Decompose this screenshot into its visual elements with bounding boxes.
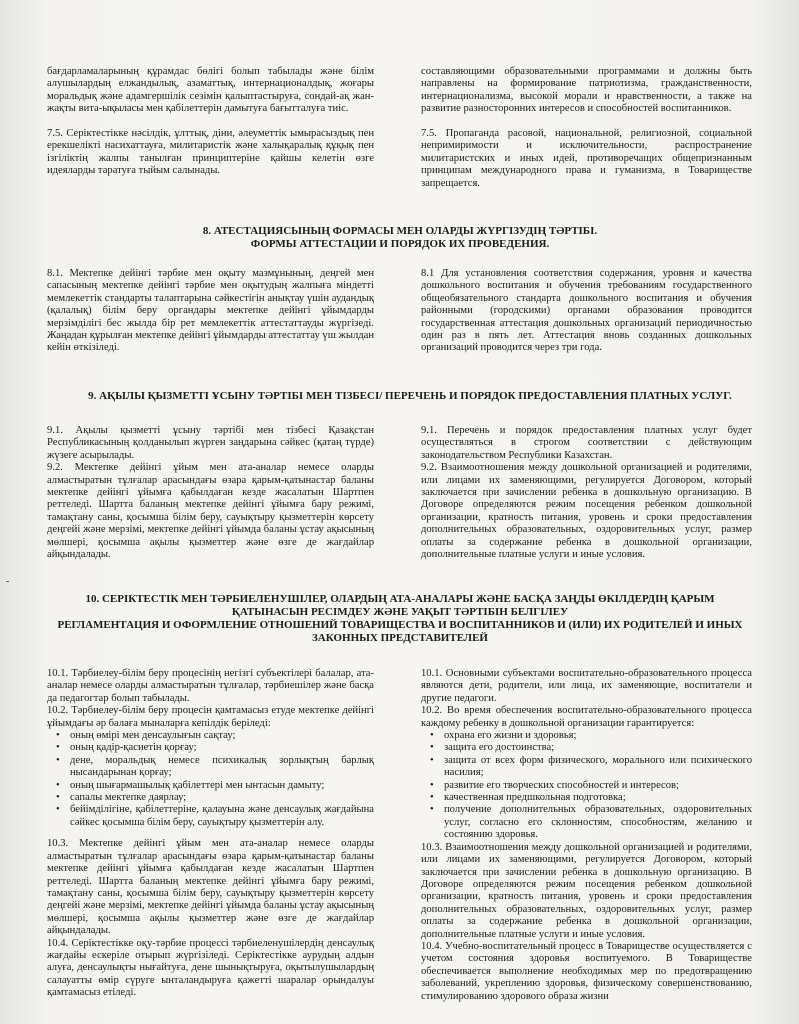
clause-9-ru xyxy=(421,425,752,561)
section-10-kz xyxy=(47,668,374,1000)
paragraph-text: 10.4. Серіктестікке оқу-тәрбие процессі тәрбиеленушілердің денсаулық жағдайы ескеріле отырып жүргізіледі. Серіктестікке аурудың алдын алуға, денсаулықты нығайтуға, дене шынықтыруға, оқытылушылардың салауатты өмір сүруге ынталандыруға қажетті шаралар орындалуы қамтамасыз етіледі. xyxy=(47,937,374,999)
paragraph-text: 9.1. Ақылы қызметті ұсыну тәртібі мен тізбесі Қазақстан Республикасының қолданылып жүрген заңдарына сәйкес (қатаң түрде) жүзеге асырылады. xyxy=(47,425,374,461)
clause-7-5-ru xyxy=(421,128,752,190)
list-item: • развитие его творческих способностей и интересов; xyxy=(421,780,752,792)
section-9-heading xyxy=(60,390,760,403)
heading-line: ФОРМЫ АТТЕСТАЦИИ И ПОРЯДОК ИХ ПРОВЕДЕНИЯ. xyxy=(250,238,550,250)
heading-line: ЗАКОННЫХ ПРЕДСТАВИТЕЛЕЙ xyxy=(312,632,488,644)
margin-mark: - xyxy=(6,576,10,587)
paragraph-text: 10.3. Мектепке дейінгі ұйым мен ата-аналар немесе оларды алмастыратын тұлғалар арасындағы өзара қарым-қатынастар баланы мектепке дейінгі ұйымға қабылдаған кезде жасалатын Шартпен реттеледі. Шартта баланың мектепке дейінгі ұйымға бару режимі, тамақтану саны, қосымша білім беру, сауықтыру қызметтерін көрсету деңгейі және мерзімі, мектепке дейінгі ұйымда баланы ұстау ақысының мөлшері, қосымша ақылы қызметтер және өзге де жағдайлар айқындалады. xyxy=(47,838,374,937)
paragraph-text: 9.2. Взаимоотношения между дошкольной организацией и родителями, или лицами их заменяющими, регулируется Договором, который заключается при зачислении ребенка в дошкольную организацию. В Договоре определяются режим посещения ребенком дошкольной организации, кратность питания, уровень и сроки предоставления дополнительных образовательных, оздоровительных услуг, размер оплаты за содержание ребенка в дошкольной организации, дополнительные платные услуги и иные условия. xyxy=(421,462,752,561)
section-8-heading xyxy=(30,225,770,251)
top-paragraph-kz xyxy=(47,66,374,116)
clause-8-1-ru xyxy=(421,268,752,355)
list-item: • охрана его жизни и здоровья; xyxy=(421,730,752,742)
paragraph-text: бағдарламаларының құрамдас бөлігі болып табылады және білім алушылардың елжандылық, азаматтық, интернационалдық, жоғары моральдық және адамгершілік сезімін қалыптастыруға, сондай-ақ жан-жақты вита-ықыласы мен қабілеттерін дамытуға бағытталуға тиіс. xyxy=(47,66,374,115)
list-item: • дене, моральдық немесе психикалық зорлықтың барлық нысандарынан қорғау; xyxy=(47,755,374,780)
list-item: • сапалы мектепке даярлау; xyxy=(47,792,374,804)
paragraph-text: 7.5. Серіктестікке нәсілдік, ұлттық, діни, әлеуметтік ымырасыздық пен ерекшелікті насихаттауға, милитаристік және халықаралық құқық пен ізгіліктің жалпы танылған принциптеріне қайшы келетін өзге идеяларды таратуға тыйым салынады. xyxy=(47,128,374,177)
paragraph-text: 7.5. Пропаганда расовой, национальной, религиозной, социальной непримиримости и исключительности, распространение милитаристских и иных идей, противоречащих общепризнанным принципам международного права и гуманизма, в Товариществе запрещается. xyxy=(421,128,752,189)
paragraph-text: составляющими образовательными программами и должны быть направлены на формирование патриотизма, гражданственности, интернационализма, высокой морали и нравственности, а также на развитие разносторонних интересов и способностей воспитанников. xyxy=(421,66,752,115)
clause-9-kz xyxy=(47,425,374,561)
heading-line: ҚАТЫНАСЫН РЕСІМДЕУ ЖӘНЕ УАҚЫТ ТӘРТІБІН БЕЛГІЛЕУ xyxy=(231,606,569,618)
section-10-heading xyxy=(30,593,770,645)
paragraph-text: 9.2. Мектепке дейінгі ұйым мен ата-аналар немесе оларды алмастыратын тұлғалар арасындағы өзара қарым-қатынастар баланы мектепке дейінгі ұйымға қабылдаған кезде жасалатын Шартпен реттеледі. Шартта баланың мектепке дейінгі ұйымға бару режимі, тамақтану саны, қосымша білім беру, сауықтыру қызметтерін көрсету деңгейі және мерзімі, мектепке дейінгі ұйымда баланы ұстау ақысының мөлшері, қосымша ақылы қызметтер және өзге де жағдайлар айқындалады. xyxy=(47,462,374,561)
clause-8-1-kz xyxy=(47,268,374,355)
list-item: • оның қадір-қасиетін қорғау; xyxy=(47,742,374,754)
paragraph-text: 10.4. Учебно-воспитательный процесс в Товариществе осуществляется с учетом состояния здоровья воспитуемого. В Товариществе обеспечивается выполнение необходимых мер по предотвращению заболеваний, укреплению здоровья, физическому совершенствованию, стимулированию здорового образа жизни xyxy=(421,940,752,1002)
paragraph-text: 10.3. Взаимоотношения между дошкольной организацией и родителями, или лицами их заменяющими, регулируется Договором, который заключается при зачислении ребенка в дошкольную организацию. В Договоре определяются режим посещения ребенком дошкольной организации, кратность питания, уровень и сроки предоставления дополнительных образовательных, оздоровительных услуг, размер оплаты за содержание ребенка в дошкольной организации, дополнительные платные услуги и иные условия. xyxy=(421,841,752,940)
heading-line: РЕГЛАМЕНТАЦИЯ И ОФОРМЛЕНИЕ ОТНОШЕНИЙ ТОВАРИЩЕСТВА И ВОСПИТАННИКОВ И (ИЛИ) ИХ РОДИТЕЛЕЙ И ИНЫХ xyxy=(57,619,743,631)
paragraph-text: 10.1. Основными субъектами воспитательно-образовательного процесса являются дети, родители, или лица, их заменяющие, воспитатели и другие педагоги. xyxy=(421,668,752,704)
heading-line: 10. СЕРІКТЕСТІК МЕН ТӘРБИЕЛЕНУШІЛЕР, ОЛАРДЫҢ АТА-АНАЛАРЫ ЖӘНЕ БАСҚА ЗАҢДЫ ӨКІЛДЕРДІҢ ҚАРЫМ xyxy=(85,593,715,605)
paragraph-text: 10.1. Тәрбиелеу-білім беру процесінің негізгі субъектілері балалар, ата-аналар немесе оларды алмастыратын тұлғалар, тәрбиешілер және басқа да педагогтар болып табылады. xyxy=(47,668,374,704)
list-item: • получение дополнительных образовательных, оздоровительных услуг, согласно его склонностям, способностям, желанию и состоянию здоровья. xyxy=(421,804,752,841)
section-10-ru xyxy=(421,668,752,1003)
guarantee-list-ru xyxy=(421,730,752,842)
list-item: • оның өмірі мен денсаулығын сақтау; xyxy=(47,730,374,742)
top-paragraph-ru xyxy=(421,66,752,116)
list-item: • защита от всех форм физического, морального или психического насилия; xyxy=(421,755,752,780)
paragraph-text: 8.1 Для установления соответствия содержания, уровня и качества дошкольного воспитания и обучения требованиям государственного общеобязательного стандарта дошкольного воспитания и обучения районными (городскими) органами образования проводится государственная аттестация дошкольных организаций периодичностью один раз в пять лет. Аттестация вновь созданных дошкольных организаций проводится через три года. xyxy=(421,268,752,354)
paragraph-text: 10.2. Тәрбиелеу-білім беру процесін қамтамасыз етуде мектепке дейінгі ұйымдағы әр балаға мыналарға кепілдік беріледі: xyxy=(47,705,374,729)
guarantee-list-kz xyxy=(47,730,374,829)
list-item: • качественная предшкольная подготовка; xyxy=(421,792,752,804)
clause-7-5-kz xyxy=(47,128,374,178)
heading-line: 9. АҚЫЛЫ ҚЫЗМЕТТІ ҰСЫНУ ТӘРТІБІ МЕН ТІЗБЕСІ/ ПЕРЕЧЕНЬ И ПОРЯДОК ПРЕДОСТАВЛЕНИЯ ПЛАТНЫХ УСЛУГ. xyxy=(88,390,732,402)
paragraph-text: 8.1. Мектепке дейінгі тәрбие мен оқыту мазмұнының, деңгей мен сапасының мектепке дейінгі тәрбие мен оқытудың жалпыға міндетті мемлекеттік стандарты талаптарына сәйкестігін анықтау үшін аудандық (қалалық) білім беру органдары мектепке дейінгі ұйымдарды мерзімділігі бес жылда бір рет мемлекеттік аттестаттауды жүргізеді. Жаңадан құрылған мектепке дейінгі ұйымдарды аттестаттау үш жылдан кейін өткізіледі. xyxy=(47,268,374,354)
paragraph-text: 10.2. Во время обеспечения воспитательно-образовательного процесса каждому ребенку в дошкольной организации гарантируется: xyxy=(421,705,752,729)
list-item: • оның шығармашылық қабілеттері мен ынтасын дамыту; xyxy=(47,780,374,792)
list-item: • бейімділігіне, қабілеттеріне, қалауына және денсаулық жағдайына сәйкес қосымша білім беру, сауықтыру қызметтерін алу. xyxy=(47,804,374,829)
list-item: • защита его достоинства; xyxy=(421,742,752,754)
paragraph-text: 9.1. Перечень и порядок предоставления платных услуг будет осуществляться в строгом соответствии с действующим законодательством Республики Казахстан. xyxy=(421,425,752,461)
heading-line: 8. АТЕСТАЦИЯСЫНЫҢ ФОРМАСЫ МЕН ОЛАРДЫ ЖҮРГІЗУДІҢ ТӘРТІБІ. xyxy=(202,225,598,237)
